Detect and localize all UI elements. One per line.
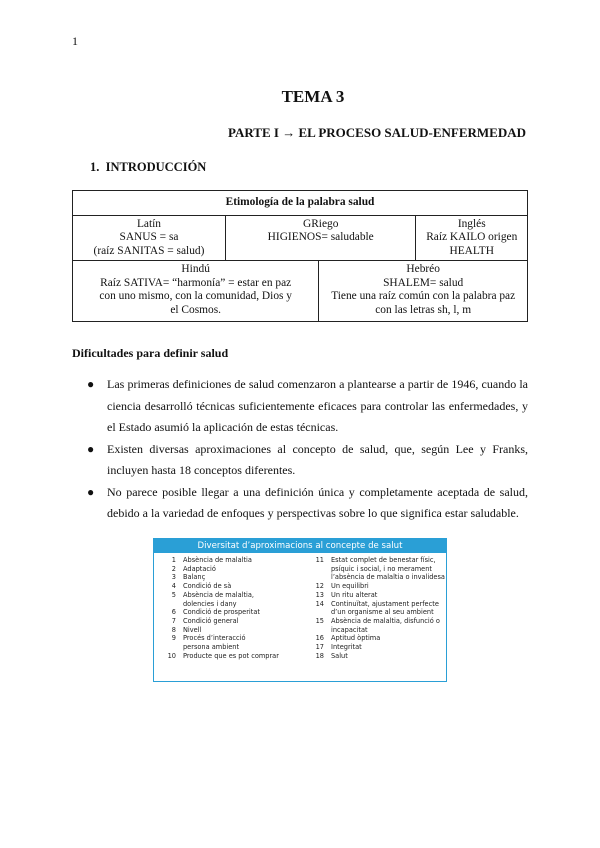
figure-item-number — [306, 608, 331, 617]
figure-item-text: incapacitat — [331, 625, 368, 634]
cell-line: Tiene una raíz común con la palabra paz — [331, 290, 516, 302]
figure-item-text: Condició general — [183, 616, 239, 625]
cell-line: HEALTH — [449, 244, 494, 257]
cell-line: Inglés — [457, 217, 486, 230]
figure-item-text: Condició de sà — [183, 582, 232, 591]
list-item — [72, 439, 528, 482]
bullet-icon: ● — [87, 484, 95, 499]
section-heading: 1. INTRODUCCIÓN — [90, 160, 207, 174]
figure-list-item — [158, 591, 279, 600]
figure-right-column — [306, 556, 445, 660]
figure-item-number: 2 — [171, 564, 176, 573]
figure-list-item — [158, 652, 279, 661]
cell-line: SANUS = sa — [119, 231, 179, 243]
difficulties-heading: Dificultades para definir salud — [72, 346, 229, 360]
figure-list-item — [306, 652, 445, 661]
page-title: TEMA 3 — [281, 87, 345, 106]
list-item — [72, 482, 528, 525]
cell-line: Hindú — [181, 263, 210, 275]
figure-item-text: Continuïtat, ajustament perfecte — [331, 599, 439, 608]
figure-item-number: 12 — [315, 582, 324, 591]
list-item — [72, 374, 528, 439]
figure-item-number: 16 — [315, 634, 324, 643]
figure-item-text: Aptitud òptima — [331, 634, 381, 643]
cell-line: Latín — [136, 217, 161, 230]
figure-item-number — [306, 573, 331, 582]
figure-item-number: 1 — [171, 556, 176, 564]
part-heading: PARTE I → EL PROCESO SALUD-ENFERMEDAD — [228, 125, 526, 140]
figure-item-number: 15 — [315, 616, 324, 625]
figure-item-number — [158, 643, 183, 652]
figure-item-text: Nivell — [183, 625, 202, 634]
figure-item-number: 17 — [315, 643, 324, 652]
figure-list-item — [158, 573, 279, 582]
figure-item-number: 13 — [315, 590, 324, 599]
health-concepts-figure — [153, 538, 447, 682]
figure-item-text: Estat complet de benestar físic, — [331, 556, 436, 564]
bullet-icon: ● — [87, 441, 95, 456]
figure-item-text: Adaptació — [183, 564, 216, 573]
cell-line: HIGIENOS= saludable — [267, 231, 374, 243]
bullet-list — [72, 374, 528, 525]
figure-item-text: l’absència de malaltia o invalidesa — [331, 573, 445, 582]
figure-item-number: 10 — [167, 651, 176, 660]
figure-list-item — [306, 643, 445, 652]
cell-hebrew — [319, 261, 528, 322]
cell-line: SHALEM= salud — [383, 276, 464, 289]
figure-title: Diversitat d’aproximacions al concepte de salut — [154, 539, 446, 553]
figure-item-number: 9 — [171, 634, 176, 643]
figure-list-item — [158, 634, 279, 643]
figure-item-text: Un equilibri — [331, 582, 369, 591]
figure-item-text: Absència de malaltia — [183, 556, 252, 564]
figure-item-number — [158, 600, 183, 609]
figure-item-text: Producte que es pot comprar — [183, 651, 279, 660]
figure-list-item — [158, 643, 279, 652]
figure-item-number: 14 — [315, 599, 324, 608]
cell-line: con las letras sh, l, m — [375, 303, 472, 316]
figure-item-text: d’un organisme al seu ambient — [331, 608, 434, 617]
figure-item-number: 4 — [171, 582, 176, 591]
figure-list-item — [306, 556, 445, 565]
cell-line: con uno mismo, con la comunidad, Dios y — [99, 290, 292, 302]
figure-list-item — [158, 608, 279, 617]
etymology-table — [72, 190, 528, 322]
cell-greek — [225, 215, 416, 261]
cell-line: Raíz KAILO origen — [426, 231, 518, 243]
figure-item-text: Salut — [331, 651, 348, 660]
figure-item-text: Balanç — [183, 573, 206, 582]
figure-list-item — [306, 626, 445, 635]
figure-item-number: 5 — [171, 590, 176, 599]
figure-list-item — [158, 617, 279, 626]
cell-hindi — [73, 261, 319, 322]
figure-list-item — [158, 582, 279, 591]
figure-list-item — [306, 600, 445, 609]
cell-line: (raíz SANITAS = salud) — [93, 244, 205, 257]
cell-latin — [73, 215, 226, 261]
figure-list-item — [158, 556, 279, 565]
cell-line: el Cosmos. — [170, 303, 221, 316]
bullet-icon: ● — [87, 377, 95, 391]
figure-item-number: 7 — [171, 616, 176, 625]
figure-list-item — [158, 600, 279, 609]
page-number: 1 — [72, 34, 78, 48]
cell-line: Hebréo — [406, 263, 440, 275]
cell-line: GRiego — [302, 217, 339, 230]
figure-item-text: Integritat — [331, 643, 362, 652]
figure-item-text: Condició de prosperitat — [183, 608, 260, 617]
figure-list-item — [306, 617, 445, 626]
cell-line: Raíz SATIVA= “harmonía” = estar en paz — [100, 276, 292, 289]
figure-list-item — [306, 591, 445, 600]
figure-list-item — [158, 626, 279, 635]
figure-item-text: dolencies i dany — [183, 599, 237, 608]
list-item-text: Las primeras definiciones de salud comenzaron a plantearse a partir de 1946, cuando la ciencia desarrolló técnicas suficientemente eficaces para controlar las enfermedades, y el Estado asumió la aplicación de estas técnicas. — [107, 377, 528, 434]
list-item-text: No parece posible llegar a una definición única y completamente aceptada de salud, debido a la variedad de enfoques y perspectivas sobre lo que significa estar saludable. — [107, 484, 528, 520]
cell-english — [416, 215, 528, 261]
figure-item-number: 8 — [171, 625, 176, 634]
figure-list-item — [306, 608, 445, 617]
figure-list-item — [306, 582, 445, 591]
figure-item-text: Absència de malaltia, disfunció o — [331, 616, 440, 625]
figure-item-text: Un ritu alterat — [331, 590, 378, 599]
list-item-text: Existen diversas aproximaciones al concepto de salud, que, según Lee y Franks, incluyen hasta 18 conceptos diferentes. — [107, 441, 528, 477]
figure-item-number — [306, 626, 331, 635]
figure-list-item — [306, 565, 445, 574]
figure-item-text: psíquic i social, i no merament — [331, 564, 433, 573]
figure-left-column — [158, 556, 279, 660]
figure-item-number: 18 — [315, 651, 324, 660]
figure-item-number — [306, 565, 331, 574]
figure-list-item — [158, 565, 279, 574]
figure-item-text: Absència de malaltia, — [183, 590, 255, 599]
figure-item-number: 6 — [171, 608, 176, 617]
figure-item-text: persona ambient — [183, 643, 240, 652]
etymology-table-heading: Etimología de la palabra salud — [73, 191, 528, 216]
figure-item-number: 11 — [315, 556, 324, 564]
figure-item-text: Procés d’interacció — [183, 634, 246, 643]
figure-list-item — [306, 634, 445, 643]
figure-list-item — [306, 573, 445, 582]
figure-item-number: 3 — [171, 573, 176, 582]
